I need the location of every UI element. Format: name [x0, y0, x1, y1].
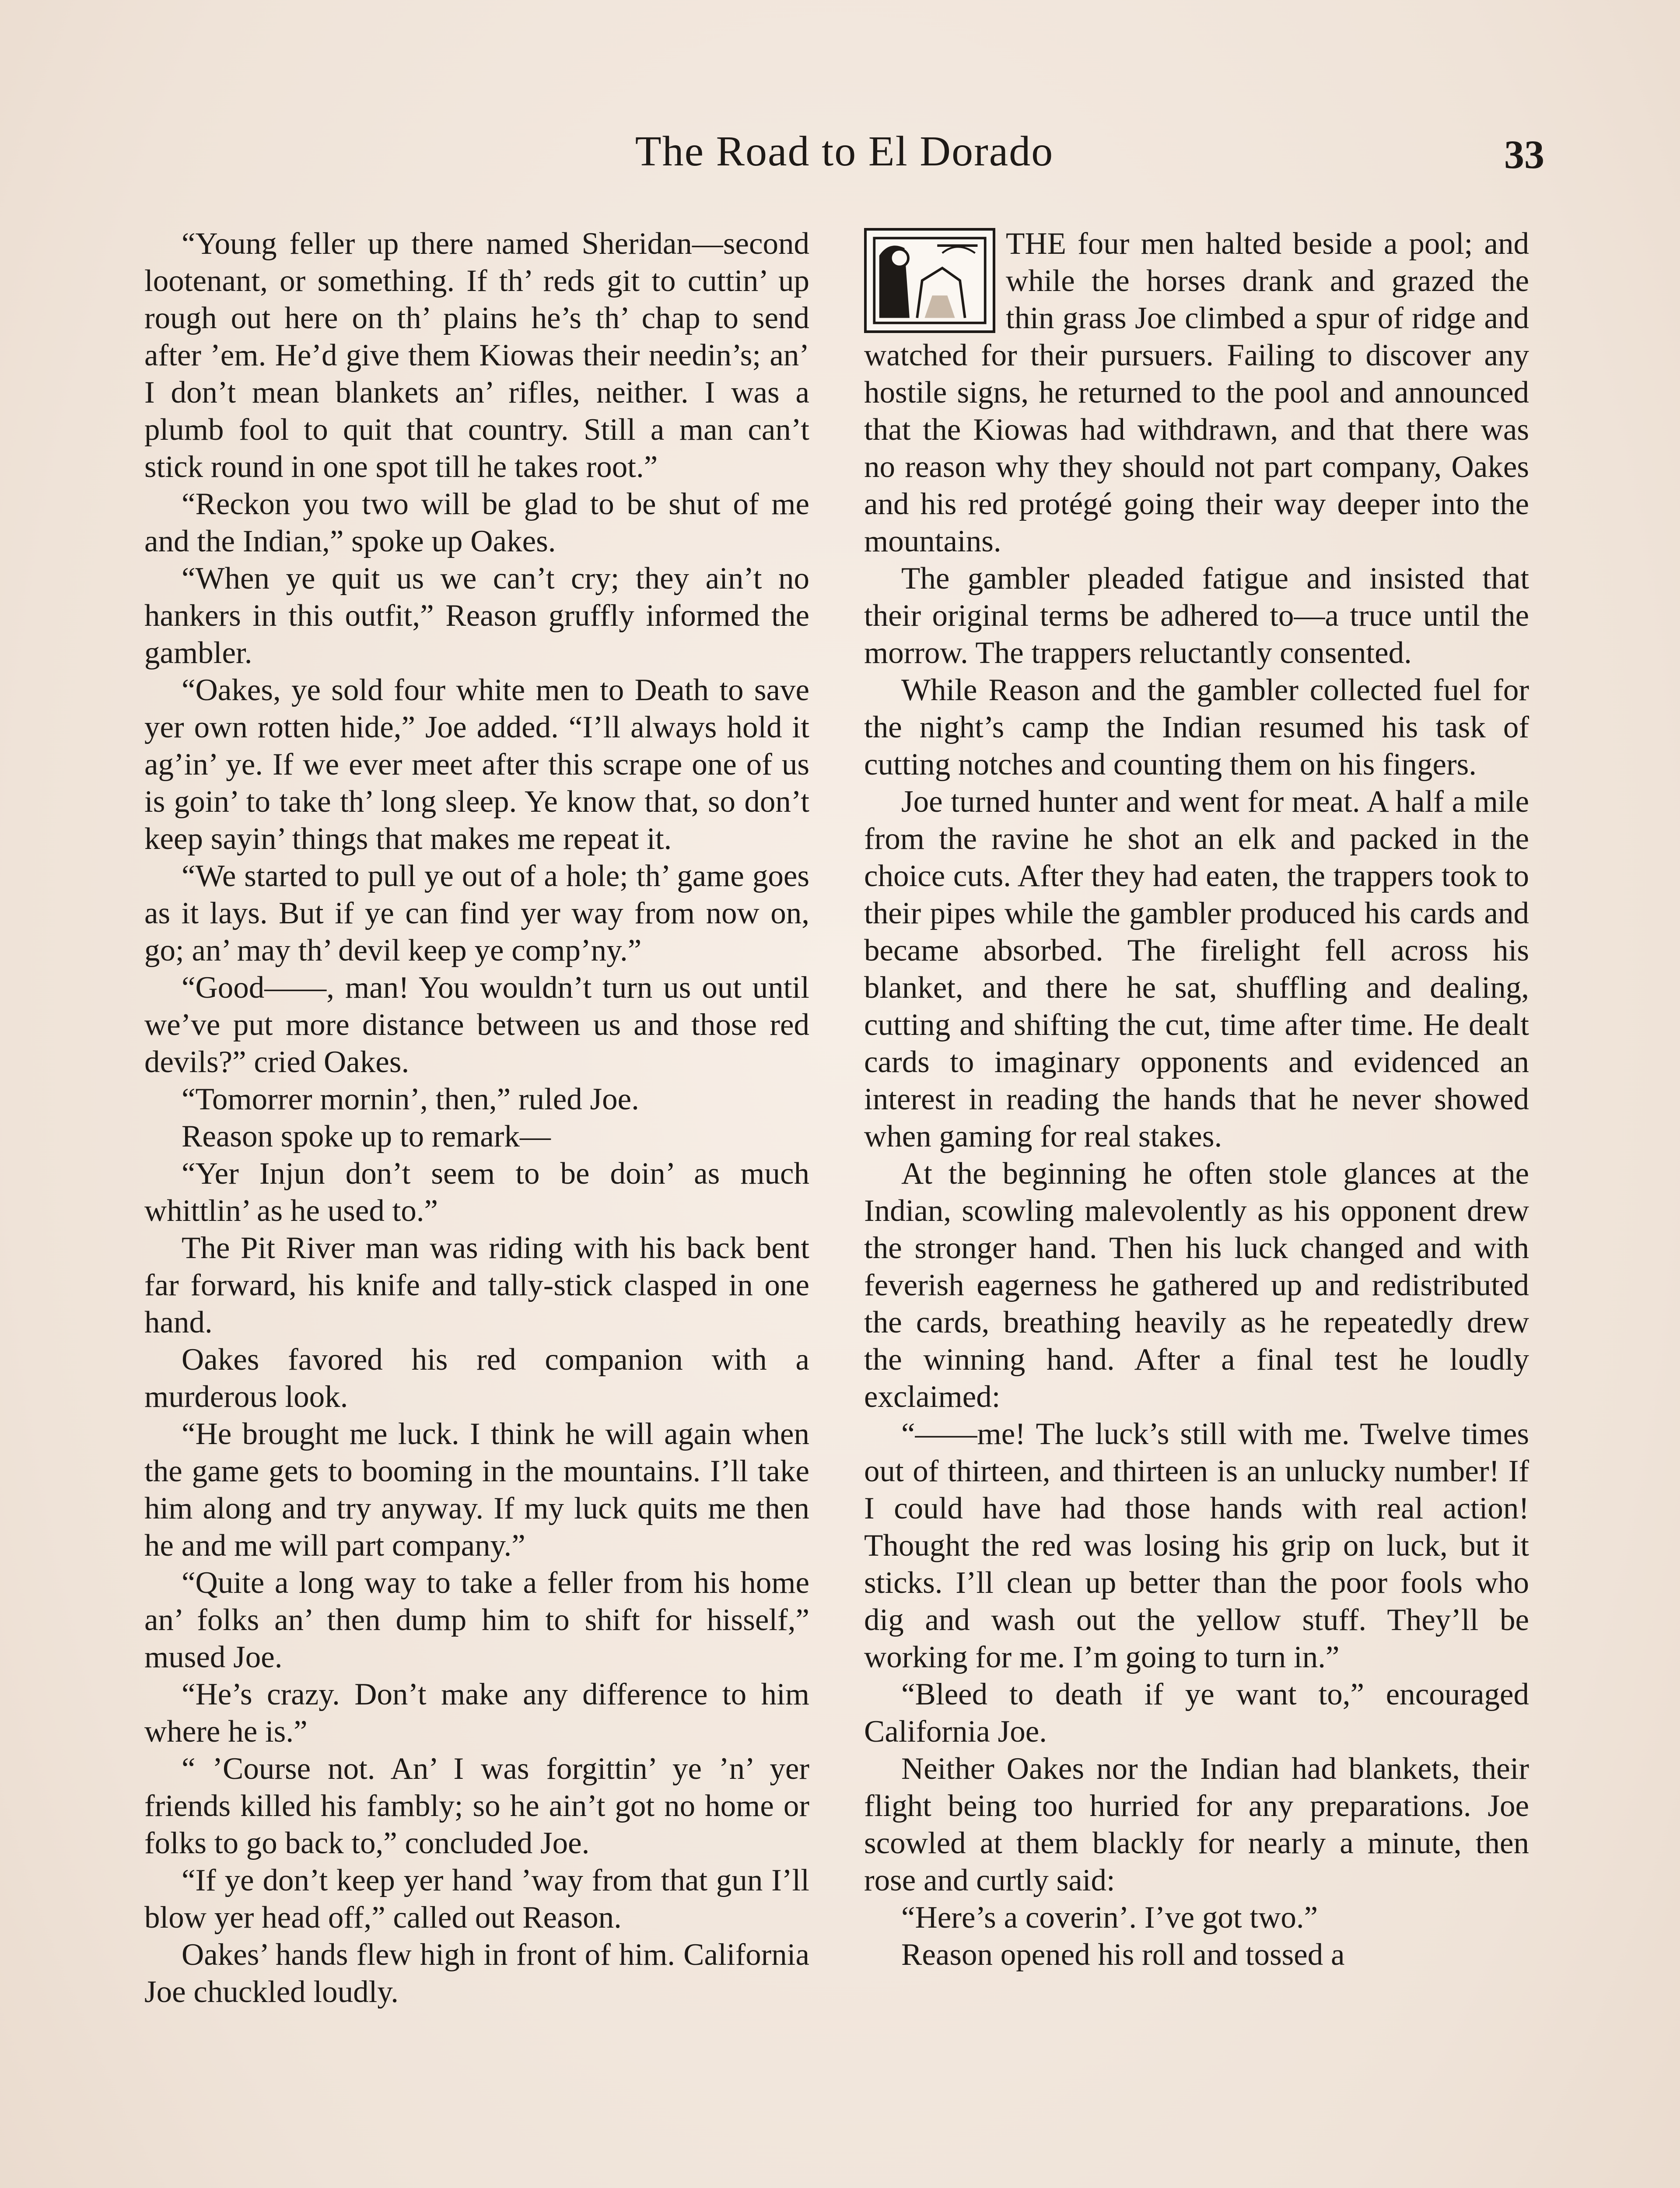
running-title: The Road to El Dorado [635, 128, 1054, 175]
paragraph: “Good——, man! You wouldn’t turn us out until we’ve put more distance between us and those red devils?” cried Oakes. [144, 971, 809, 1079]
paragraph: “We started to pull ye out of a hole; th’ game goes as it lays. But if ye can find yer way from now on, go; an’ may th’ devil keep ye comp’ny.” [144, 859, 809, 968]
page-header [144, 127, 1544, 193]
paragraph: Oakes favored his red companion with a murderous look. [144, 1343, 809, 1414]
paragraph: Joe turned hunter and went for meat. A half a mile from the ravine he shot an elk and packed in the choice cuts. After they had eaten, the trappers took to their pipes while the gambler produced his cards and became absorbed. The firelight fell across his blanket, and there he sat, shuffling and dealing, cutting and shifting the cut, time after time. He dealt cards to imaginary opponents and evidenced an interest in reading the hands that he never showed when gaming for real stakes. [864, 785, 1529, 1154]
paragraph: Reason opened his roll and tossed a [901, 1938, 1345, 1972]
paragraph: The gambler pleaded fatigue and insisted that their original terms be adhered to—a truce until the morrow. The trappers reluctantly consented. [864, 561, 1529, 670]
paragraph: “Bleed to death if ye want to,” encouraged California Joe. [864, 1677, 1529, 1749]
dropcap-illustration-icon [864, 228, 995, 333]
paragraph: “When ye quit us we can’t cry; they ain’t no hankers in this outfit,” Reason gruffly informed the gambler. [144, 561, 809, 670]
paragraph: THE four men halted beside a pool; and while the horses drank and grazed the thin grass Joe climbed a spur of ridge and watched for their pursuers. Failing to discover any hostile signs, he returned to the pool and announced that the Kiowas had withdrawn, and that there was no reason why they should not part company, Oakes and his red protégé going their way deeper into the mountains. [864, 227, 1529, 558]
paragraph: “If ye don’t keep yer hand ’way from that gun I’ll blow yer head off,” called out Reason. [144, 1863, 809, 1935]
paragraph: “Reckon you two will be glad to be shut of me and the Indian,” spoke up Oakes. [144, 487, 809, 558]
page-number: 33 [1504, 132, 1544, 177]
paragraph: Neither Oakes nor the Indian had blankets, their flight being too hurried for any preparations. Joe scowled at them blackly for nearly a minute, then rose and curtly said: [864, 1752, 1529, 1897]
paragraph: “Tomorrer mornin’, then,” ruled Joe. [182, 1082, 639, 1116]
paragraph: “He brought me luck. I think he will again when the game gets to booming in the mountains. I’ll take him along and try anyway. If my luck quits me then he and me will part company.” [144, 1417, 809, 1563]
left-column [144, 225, 809, 2011]
paragraph: Reason spoke up to remark— [182, 1119, 551, 1154]
paragraph: Oakes’ hands flew high in front of him. California Joe chuckled loudly. [144, 1938, 809, 2009]
paragraph: “ ’Course not. An’ I was forgittin’ ye ’n’ yer friends killed his fambly; so he ain’t got no home or folks to go back to,” concluded Joe. [144, 1752, 809, 1860]
paragraph: While Reason and the gambler collected fuel for the night’s camp the Indian resumed his task of cutting notches and counting them on his fingers. [864, 673, 1529, 782]
paragraph: At the beginning he often stole glances at the Indian, scowling malevolently as his opponent drew the stronger hand. Then his luck changed and with feverish eagerness he gathered up and redistributed the cards, breathing heavily as he repeatedly drew the winning hand. After a final test he loudly exclaimed: [864, 1157, 1529, 1414]
paragraph: “——me! The luck’s still with me. Twelve times out of thirteen, and thirteen is an unlucky number! If I could have had those hands with real action! Thought the red was losing his grip on luck, but it sticks. I’ll clean up better than the poor fools who dig and wash out the yellow stuff. They’ll be working for me. I’m going to turn in.” [864, 1417, 1529, 1674]
paragraph: “Quite a long way to take a feller from his home an’ folks an’ then dump him to shift for hisself,” mused Joe. [144, 1566, 809, 1674]
paragraph: “He’s crazy. Don’t make any difference to him where he is.” [144, 1677, 809, 1749]
paragraph: “Young feller up there named Sheridan—second lootenant, or something. If th’ reds git to cuttin’ up rough out here on th’ plains he’s th’ chap to send after ’em. He’d give them Kiowas their needin’s; an’ I don’t mean blankets an’ rifles, neither. I was a plumb fool to quit that country. Still a man can’t stick round in one spot till he takes root.” [144, 227, 809, 484]
paragraph: “Yer Injun don’t seem to be doin’ as much whittlin’ as he used to.” [144, 1157, 809, 1228]
paragraph: The Pit River man was riding with his back bent far forward, his knife and tally-stick clasped in one hand. [144, 1231, 809, 1339]
paragraph: “Oakes, ye sold four white men to Death to save yer own rotten hide,” Joe added. “I’ll always hold it ag’in’ ye. If we ever meet after this scrape one of us is goin’ to take th’ long sleep. Ye know that, so don’t keep sayin’ things that makes me repeat it. [144, 673, 809, 856]
right-column [864, 225, 1529, 1974]
paragraph: “Here’s a coverin’. I’ve got two.” [901, 1900, 1318, 1935]
